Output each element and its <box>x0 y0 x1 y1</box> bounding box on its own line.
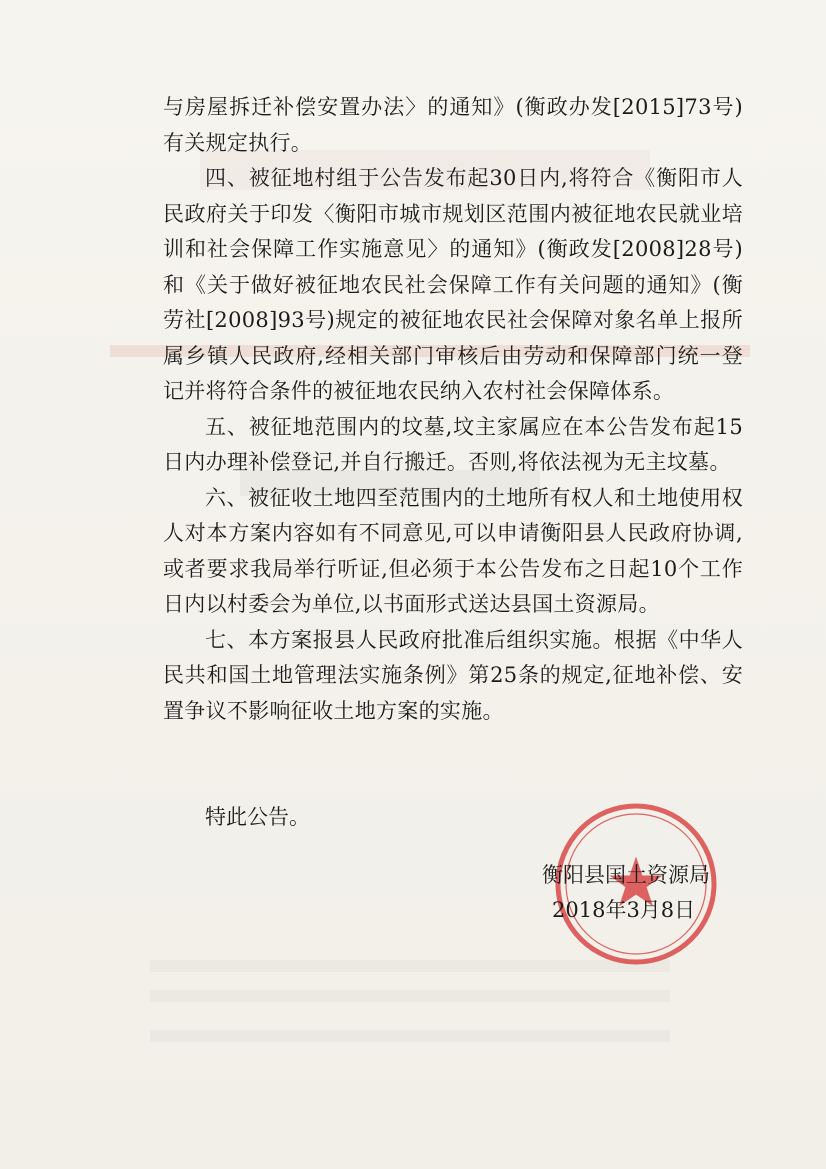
issue-date: 2018年3月8日 <box>552 898 696 922</box>
notice-body <box>163 90 743 729</box>
issuing-authority: 衡阳县国土资源局 <box>542 863 710 887</box>
paragraph-item-6: 六、被征收土地四至范围内的土地所有权人和土地使用权人对本方案内容如有不同意见,可以申请衡阳县人民政府协调,或者要求我局举行听证,但必须于本公告发布之日起10个工作日内以村委会为单位,以书面形式送达县国土资源局。 <box>163 485 743 616</box>
paragraph-item-4: 四、被征地村组于公告发布起30日内,将符合《衡阳市人民政府关于印发〈衡阳市城市规划区范围内被征地农民就业培训和社会保障工作实施意见〉的通知》(衡政发[2008]28号)和《关于做好被征地农民社会保障工作有关问题的通知》(衡劳社[2008]93号)规定的被征地农民社会保障对象名单上报所属乡镇人民政府,经相关部门审核后由劳动和保障部门统一登记并将符合条件的被征地农民纳入农村社会保障体系。 <box>163 166 743 403</box>
closing-text: 特此公告。 <box>205 805 310 829</box>
paragraph-item-5: 五、被征地范围内的坟墓,坟主家属应在本公告发布起15日内办理补偿登记,并自行搬迁。否则,将依法视为无主坟墓。 <box>163 414 743 474</box>
paragraph-continuation: 与房屋拆迁补偿安置办法〉的通知》(衡政办发[2015]73号)有关规定执行。 <box>163 95 743 155</box>
paragraph-item-7: 七、本方案报县人民政府批准后组织实施。根据《中华人民共和国土地管理法实施条例》第25条的规定,征地补偿、安置争议不影响征收土地方案的实施。 <box>163 627 743 723</box>
